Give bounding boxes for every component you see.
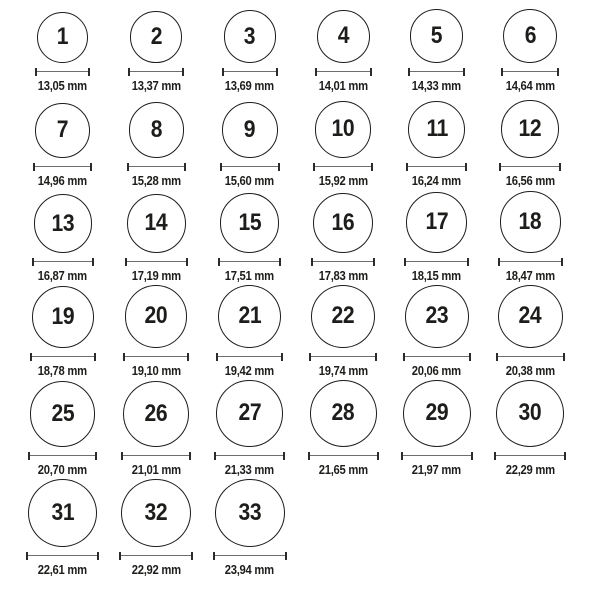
diameter-measure-line [30,353,96,361]
ring-circle [34,194,92,252]
diameter-label: 17,51 mm [225,268,275,283]
ring-size-number: 33 [238,498,262,526]
diameter-measure-line [496,353,565,361]
ring-size-number: 19 [51,302,75,330]
ring-size-cell [110,0,204,95]
ring-size-number: 21 [238,302,262,330]
diameter-label: 21,65 mm [318,462,368,477]
ring-circle [129,102,184,157]
diameter-label: 19,74 mm [318,363,368,378]
ring-size-cell [203,285,297,380]
diameter-measure-line [123,353,189,361]
ring-circle [35,103,90,158]
measure-bar [35,166,90,168]
ring-size-number: 1 [57,23,69,51]
measure-bar [34,261,92,263]
diameter-measure-line [499,163,561,171]
diameter-measure-line [214,452,285,460]
measure-bar [498,356,563,358]
ring-size-number: 11 [426,115,448,143]
ring-size-cell [390,95,484,190]
diameter-measure-line [498,258,563,266]
diameter-label: 14,64 mm [505,78,555,93]
diameter-label: 14,33 mm [412,78,462,93]
ring-circle [408,101,465,158]
measure-bar [220,261,279,263]
ring-circle [501,100,559,158]
diameter-label: 17,19 mm [131,268,181,283]
diameter-label: 19,42 mm [225,363,275,378]
diameter-label: 17,83 mm [318,268,368,283]
ring-size-cell [203,95,297,190]
ring-circle [496,380,564,447]
diameter-label: 15,60 mm [225,173,275,188]
ring-size-number: 24 [518,302,542,330]
measure-bar [403,455,471,457]
ring-size-cell [203,0,297,95]
diameter-measure-line [119,552,193,560]
ring-size-number: 12 [518,114,542,142]
ring-size-number: 3 [244,22,256,50]
ring-size-number: 23 [425,302,449,330]
measure-bar [501,166,559,168]
diameter-label: 21,97 mm [412,462,462,477]
ring-size-cell [110,479,204,579]
ring-size-cell [16,95,110,190]
ring-size-number: 30 [518,399,542,427]
ring-size-cell [297,380,391,479]
ring-size-cell [16,0,110,95]
ring-size-cell [484,190,578,285]
diameter-measure-line [121,452,191,460]
diameter-measure-line [311,258,375,266]
ring-size-number: 20 [144,302,168,330]
diameter-measure-line [403,353,471,361]
ring-circle [317,10,370,63]
ring-circle [216,380,283,447]
ring-circle [220,193,279,252]
ring-circle [127,194,186,253]
measure-bar [222,166,278,168]
ring-circle [403,380,471,447]
ring-circle [315,101,371,157]
ring-size-number: 17 [425,208,449,236]
diameter-label: 22,29 mm [505,462,555,477]
diameter-measure-line [308,452,379,460]
measure-bar [317,71,370,73]
measure-bar [406,261,467,263]
ring-size-number: 6 [524,21,536,49]
diameter-label: 15,28 mm [131,173,181,188]
diameter-measure-line [494,452,566,460]
diameter-measure-line [33,163,92,171]
ring-size-number: 15 [238,208,262,236]
diameter-measure-line [309,353,377,361]
ring-size-number: 5 [431,21,443,49]
ring-circle [405,285,469,348]
ring-size-number: 14 [144,209,168,237]
diameter-measure-line [32,258,94,266]
ring-circle [311,285,375,348]
measure-bar [121,555,191,557]
diameter-measure-line [127,163,186,171]
ring-size-cell [203,380,297,479]
measure-bar [216,455,283,457]
ring-circle [37,12,88,63]
diameter-label: 13,69 mm [225,78,275,93]
measure-bar [405,356,469,358]
ring-size-number: 9 [244,115,256,143]
measure-bar [311,356,375,358]
diameter-measure-line [128,68,184,76]
ring-circle [224,10,276,62]
diameter-measure-line [216,353,283,361]
ring-circle [130,11,182,63]
ring-size-cell [390,0,484,95]
diameter-label: 16,56 mm [505,173,555,188]
ring-size-number: 29 [425,399,449,427]
ring-size-number: 22 [331,302,355,330]
diameter-measure-line [28,452,97,460]
ring-size-cell [484,0,578,95]
ring-circle [123,381,189,447]
diameter-measure-line [401,452,473,460]
ring-size-cell [110,380,204,479]
ring-size-number: 7 [57,116,69,144]
ring-circle [215,479,285,547]
ring-circle [500,191,561,252]
ring-size-number: 16 [331,208,355,236]
measure-bar [224,71,276,73]
ring-size-cell [297,0,391,95]
measure-bar [408,166,465,168]
ring-size-number: 13 [51,209,75,237]
ring-size-cell [390,380,484,479]
ring-size-cell [484,285,578,380]
measure-bar [503,71,557,73]
measure-bar [215,555,285,557]
measure-bar [127,261,186,263]
diameter-label: 13,05 mm [38,78,88,93]
diameter-label: 14,01 mm [318,78,368,93]
diameter-label: 19,10 mm [131,363,181,378]
ring-circle [121,479,191,547]
ring-circle [32,286,94,348]
ring-circle [503,9,557,63]
diameter-label: 20,06 mm [412,363,462,378]
ring-size-cell [297,95,391,190]
diameter-label: 21,01 mm [131,462,181,477]
ring-size-number: 31 [51,498,75,526]
ring-size-cell [297,285,391,380]
ring-circle [310,380,377,447]
diameter-measure-line [313,163,373,171]
ring-size-cell [390,285,484,380]
diameter-label: 13,37 mm [131,78,181,93]
diameter-label: 18,47 mm [505,268,555,283]
diameter-label: 16,24 mm [412,173,462,188]
ring-size-number: 26 [144,399,168,427]
ring-circle [406,192,467,253]
diameter-measure-line [406,163,467,171]
ring-size-number: 8 [150,116,162,144]
ring-size-cell [203,190,297,285]
ring-size-number: 18 [518,208,542,236]
measure-bar [30,455,95,457]
ring-circle [410,9,463,62]
diameter-label: 22,92 mm [131,562,181,577]
ring-size-cell [110,95,204,190]
measure-bar [125,356,187,358]
ring-circle [125,285,187,347]
ring-size-number: 10 [331,115,355,143]
measure-bar [28,555,97,557]
diameter-label: 23,94 mm [225,562,275,577]
ring-size-number: 32 [144,498,168,526]
diameter-label: 20,70 mm [38,462,88,477]
ring-size-cell [484,380,578,479]
measure-bar [130,71,182,73]
diameter-measure-line [222,68,278,76]
diameter-measure-line [315,68,372,76]
ring-size-number: 28 [331,399,355,427]
diameter-measure-line [218,258,281,266]
diameter-measure-line [501,68,559,76]
diameter-label: 20,38 mm [505,363,555,378]
measure-bar [496,455,564,457]
ring-circle [28,479,97,547]
diameter-label: 21,33 mm [225,462,275,477]
ring-size-cell [16,479,110,579]
diameter-measure-line [408,68,465,76]
measure-bar [313,261,373,263]
measure-bar [32,356,94,358]
diameter-label: 14,96 mm [38,173,88,188]
ring-size-cell [16,285,110,380]
ring-circle [218,285,281,348]
ring-size-cell [16,380,110,479]
ring-size-number: 27 [238,399,262,427]
diameter-measure-line [125,258,188,266]
diameter-label: 22,61 mm [38,562,88,577]
measure-bar [37,71,88,73]
ring-circle [222,102,278,158]
ring-size-cell [297,190,391,285]
ring-size-number: 25 [51,399,75,427]
measure-bar [500,261,561,263]
measure-bar [129,166,184,168]
diameter-measure-line [404,258,469,266]
diameter-measure-line [35,68,90,76]
diameter-measure-line [26,552,99,560]
diameter-measure-line [220,163,280,171]
ring-size-cell [110,285,204,380]
ring-size-cell [110,190,204,285]
ring-size-cell [390,190,484,285]
ring-size-cell [203,479,297,579]
diameter-label: 16,87 mm [38,268,88,283]
ring-circle [498,285,563,348]
ring-circle [313,193,373,253]
ring-size-number: 2 [150,22,162,50]
diameter-label: 15,92 mm [318,173,368,188]
measure-bar [310,455,377,457]
measure-bar [410,71,463,73]
measure-bar [123,455,189,457]
ring-size-number: 4 [337,22,349,50]
diameter-label: 18,78 mm [38,363,88,378]
measure-bar [218,356,281,358]
diameter-measure-line [213,552,287,560]
measure-bar [315,166,371,168]
ring-size-cell [16,190,110,285]
ring-circle [30,381,95,446]
diameter-label: 18,15 mm [412,268,462,283]
ring-size-cell [484,95,578,190]
